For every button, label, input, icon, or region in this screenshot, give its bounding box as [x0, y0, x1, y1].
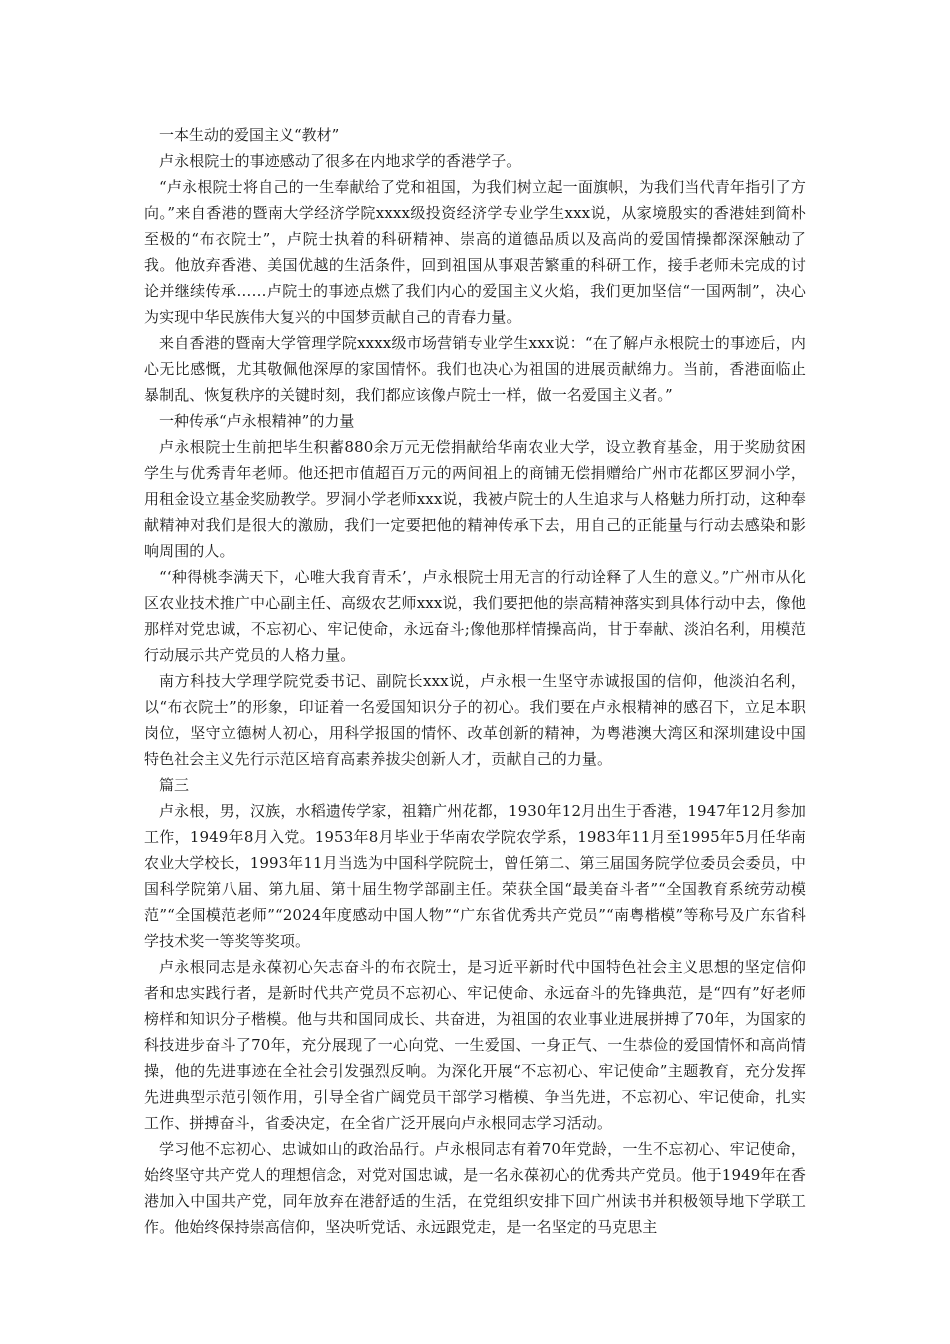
section-heading-part-three: 篇三 — [159, 776, 190, 794]
paragraph-sustech-quote: 南方科技大学理学院党委书记、副院长xxx说，卢永根一生坚守赤诚报国的信仰，他淡泊名利，以“布衣院士”的形象，印证着一名爱国知识分子的初心。我们要在卢永根精神的感召下，立足本职岗位，坚守立德树人初心，用科学报国的情怀、改革创新的精神，为粤港澳大湾区和深圳建设中国特色社会主义先行示范区培育高素养拔尖创新人才，贡献自己的力量。 — [144, 672, 806, 768]
section-heading-patriotic-textbook: 一本生动的爱国主义“教材” — [159, 126, 340, 144]
paragraph-donation: 卢永根院士生前把毕生积蓄880余万元无偿捐献给华南农业大学，设立教育基金，用于奖励贫困学生与优秀青年老师。他还把市值超百万元的两间祖上的商铺无偿捐赠给广州市花都区罗洞小学，用租金设立基金奖励教学。罗洞小学老师xxx说，我被卢院士的人生追求与人格魅力所打动，这种奉献精神对我们是很大的激励，我们一定要把他的精神传承下去，用自己的正能量与行动去感染和影响周围的人。 — [144, 438, 806, 560]
paragraph-agronomist-quote: “‘种得桃李满天下，心唯大我育青禾’，卢永根院士用无言的行动诠释了人生的意义。”广州市从化区农业技术推广中心副主任、高级农艺师xxx说，我们要把他的崇高精神落实到具体行动中去，像他那样对党忠诚，不忘初心、牢记使命，永远奋斗;像他那样情操高尚，甘于奉献、淡泊名利，用模范行动展示共产党员的人格力量。 — [144, 568, 806, 664]
document-page — [144, 122, 806, 1240]
paragraph-biography: 卢永根，男，汉族，水稻遗传学家，祖籍广州花都，1930年12月出生于香港，1947年12月参加工作，1949年8月入党。1953年8月毕业于华南农学院农学系，1983年11月至1995年5月任华南农业大学校长，1993年11月当选为中国科学院院士，曾任第二、第三届国务院学位委员会委员，中国科学院第八届、第九届、第十届生物学部副主任。荣获全国“最美奋斗者”“全国教育系统劳动模范”“全国模范老师”“2024年度感动中国人物”“广东省优秀共产党员”“南粤楷模”等称号及广东省科学技术奖一等奖等奖项。 — [144, 802, 806, 950]
section-heading-spirit-inheritance: 一种传承“卢永根精神”的力量 — [159, 412, 355, 430]
paragraph-economics-student-quote: “卢永根院士将自己的一生奉献给了党和祖国，为我们树立起一面旗帜，为我们当代青年指引了方向。”来自香港的暨南大学经济学院xxxx级投资经济学专业学生xxx说，从家境殷实的香港娃到简朴至极的“布衣院士”，卢院士执着的科研精神、崇高的道德品质以及高尚的爱国情操都深深触动了我。他放弃香港、美国优越的生活条件，回到祖国从事艰苦繁重的科研工作，接手老师未完成的讨论并继续传承……卢院士的事迹点燃了我们内心的爱国主义火焰，我们更加坚信“一国两制”，决心为实现中华民族伟大复兴的中国梦贡献自己的青春力量。 — [144, 178, 806, 326]
paragraph-management-student-quote: 来自香港的暨南大学管理学院xxxx级市场营销专业学生xxx说：“在了解卢永根院士的事迹后，内心无比感慨，尤其敬佩他深厚的家国情怀。我们也决心为祖国的进展贡献绵力。当前，香港面临止暴制乱、恢复秩序的关键时刻，我们都应该像卢院士一样，做一名爱国主义者。” — [144, 334, 806, 404]
paragraph-provincial-decision: 卢永根同志是永葆初心矢志奋斗的布衣院士，是习近平新时代中国特色社会主义思想的坚定信仰者和忠实践行者，是新时代共产党员不忘初心、牢记使命、永远奋斗的先锋典范，是“四有”好老师榜样和知识分子楷模。他与共和国同成长、共奋进，为祖国的农业事业进展拼搏了70年，为国家的科技进步奋斗了70年，充分展现了一心向党、一生爱国、一身正气、一生恭俭的爱国情怀和高尚情操，他的先进事迹在全社会引发强烈反响。为深化开展“不忘初心、牢记使命”主题教育，充分发挥先进典型示范引领作用，引导全省广阔党员干部学习楷模、争当先进，不忘初心、牢记使命，扎实工作、拼搏奋斗，省委决定，在全省广泛开展向卢永根同志学习活动。 — [144, 958, 806, 1132]
paragraph-hk-students-intro: 卢永根院士的事迹感动了很多在内地求学的香港学子。 — [159, 152, 522, 170]
paragraph-political-character: 学习他不忘初心、忠诚如山的政治品行。卢永根同志有着70年党龄，一生不忘初心、牢记使命，始终坚守共产党人的理想信念，对党对国忠诚，是一名永葆初心的优秀共产党员。他于1949年在香港加入中国共产党，同年放弃在港舒适的生活，在党组织安排下回广州读书并积极领导地下学联工作。他始终保持崇高信仰，坚决听党话、永远跟党走，是一名坚定的马克思主 — [144, 1140, 806, 1236]
